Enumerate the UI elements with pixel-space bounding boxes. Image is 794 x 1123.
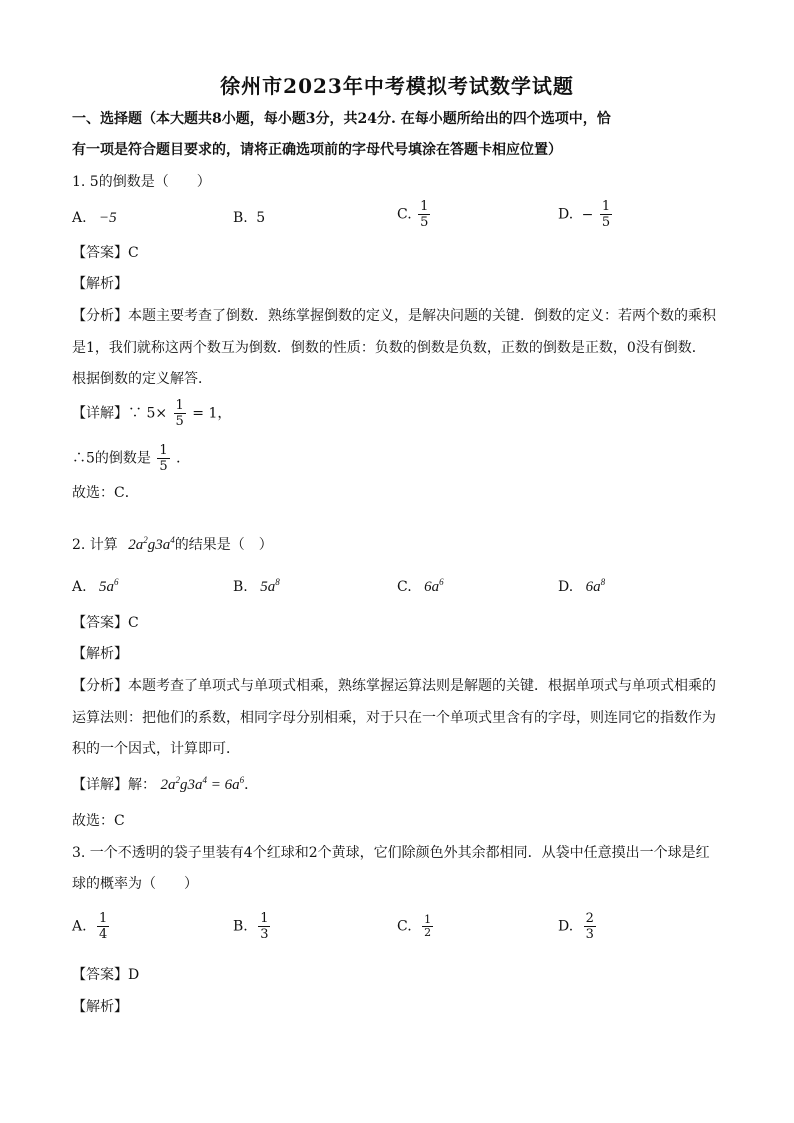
q2-option-c xyxy=(397,578,444,596)
q1-option-b-label: B. xyxy=(233,210,248,226)
q1-analysis-line-1: 【分析】本题主要考查了倒数．熟练掌握倒数的定义，是解决问题的关键．倒数的定义：若两个数的乘积 xyxy=(72,308,716,324)
q3-option-d-label: D. xyxy=(558,918,574,935)
q2-option-b xyxy=(233,578,280,596)
q1-therefore-prefix: ∴5的倒数是 xyxy=(72,450,151,467)
q1-detail-suffix: = 1， xyxy=(192,405,232,422)
q2-option-d-coef: 6a xyxy=(585,579,601,595)
q2-detail xyxy=(72,776,258,794)
q1-stem: 1. 5的倒数是（ ） xyxy=(72,174,211,190)
q1-detail xyxy=(72,398,231,429)
q2-option-a-label: A. xyxy=(72,579,87,595)
q2-option-c-value xyxy=(424,579,444,595)
q1-option-a xyxy=(72,209,117,227)
q1-therefore-suffix: ． xyxy=(176,450,191,467)
q1-option-d xyxy=(558,199,614,230)
q3-option-c-fraction xyxy=(422,914,433,939)
q3-option-a-label: A. xyxy=(72,918,87,935)
q1-option-b-value: 5 xyxy=(256,210,266,226)
q2-option-a-value xyxy=(99,579,119,595)
q1-option-d-label: D. xyxy=(558,206,574,223)
q2-option-b-label: B. xyxy=(233,579,248,595)
q1-analysis-heading: 【解析】 xyxy=(72,276,128,292)
q2-option-b-coef: 5a xyxy=(260,579,276,595)
q3-option-d xyxy=(558,911,598,942)
q2-analysis-line-1: 【分析】本题考查了单项式与单项式相乘，熟练掌握运算法则是解题的关键．根据单项式与单项式相乘的 xyxy=(72,678,716,694)
q1-option-b xyxy=(233,209,265,227)
q1-option-c-label: C. xyxy=(397,206,412,223)
q1-option-c-fraction xyxy=(418,199,430,230)
q3-option-d-fraction xyxy=(584,911,596,942)
fraction-numerator: 1 xyxy=(175,398,184,413)
q2-expression xyxy=(128,537,175,553)
q1-therefore xyxy=(72,443,190,474)
q2-analysis-line-3: 积的一个因式，计算即可． xyxy=(72,741,240,757)
q1-detail-prefix: 【详解】∵ 5× xyxy=(72,405,168,422)
q2-answer: 【答案】C xyxy=(72,615,139,631)
section-instructions-line-2: 有一项是符合题目要求的，请将正确选项前的字母代号填涂在答题卡相应位置） xyxy=(72,142,562,158)
q2-option-c-label: C. xyxy=(397,579,412,595)
q2-stem xyxy=(72,536,273,554)
fraction-numerator: 2 xyxy=(585,911,594,926)
q2-stem-suffix: 的结果是（ ） xyxy=(174,537,273,553)
q2-option-d xyxy=(558,578,605,596)
fraction-numerator: 1 xyxy=(420,199,429,214)
fraction-denominator: 5 xyxy=(159,459,168,474)
q3-option-a xyxy=(72,911,111,942)
q2-expr-exp-b: 4 xyxy=(170,535,175,545)
q3-option-b xyxy=(233,911,272,942)
q1-answer: 【答案】C xyxy=(72,245,139,261)
q1-analysis-line-3: 根据倒数的定义解答． xyxy=(72,371,212,387)
q1-option-d-fraction xyxy=(600,199,612,230)
q2-analysis-heading: 【解析】 xyxy=(72,646,128,662)
q2-choose: 故选：C xyxy=(72,813,125,829)
q2-detail-exp-b: 4 xyxy=(202,775,207,785)
q2-option-d-label: D. xyxy=(558,579,574,595)
q3-answer: 【答案】D xyxy=(72,967,140,983)
q2-detail-term-a: 2a xyxy=(160,777,176,793)
q2-detail-exp-a: 2 xyxy=(175,775,180,785)
q2-detail-result-exp: 6 xyxy=(239,775,245,785)
fraction-denominator: 3 xyxy=(260,927,269,942)
fraction-denominator: 2 xyxy=(424,926,432,939)
q3-analysis-heading: 【解析】 xyxy=(72,999,128,1015)
q1-detail-fraction xyxy=(174,398,186,429)
fraction-numerator: 1 xyxy=(601,199,611,214)
q2-expr-exp-a: 2 xyxy=(143,535,148,545)
q2-option-a-exp: 6 xyxy=(114,577,119,587)
q3-option-b-fraction xyxy=(258,911,270,942)
q2-option-b-value xyxy=(260,579,280,595)
q2-detail-prefix: 【详解】解： xyxy=(72,777,156,793)
fraction-denominator: 5 xyxy=(601,215,611,230)
q3-option-c xyxy=(397,914,435,939)
q1-option-c xyxy=(397,199,432,230)
q1-choose: 故选：C． xyxy=(72,485,139,501)
q3-stem-line-2: 球的概率为（ ） xyxy=(72,876,198,892)
q2-option-a-coef: 5a xyxy=(99,579,115,595)
q1-option-d-sign: − xyxy=(581,206,594,223)
page-title: 徐州市2023年中考模拟考试数学试题 xyxy=(220,74,574,98)
fraction-denominator: 4 xyxy=(99,927,108,942)
q2-stem-prefix: 2. 计算 xyxy=(72,537,118,553)
q1-option-a-label: A. xyxy=(72,210,87,226)
q2-option-d-value xyxy=(586,579,606,595)
fraction-numerator: 1 xyxy=(260,911,269,926)
q2-option-a xyxy=(72,578,119,596)
fraction-denominator: 5 xyxy=(175,414,184,429)
q2-detail-end: ． xyxy=(244,777,259,793)
fraction-numerator: 1 xyxy=(159,443,168,458)
q1-option-a-value: −5 xyxy=(99,210,117,226)
fraction-denominator: 5 xyxy=(420,215,429,230)
section-instructions-line-1: 一、选择题（本大题共8小题，每小题3分，共24分. 在每小题所给出的四个选项中，恰 xyxy=(72,111,611,127)
fraction-numerator: 1 xyxy=(424,913,432,926)
q2-expr-middle: g3a xyxy=(147,537,171,553)
q2-detail-middle: g3a xyxy=(179,777,203,793)
q3-stem-line-1: 3. 一个不透明的袋子里装有4个红球和2个黄球，它们除颜色外其余都相同．从袋中任意摸出一个球是红 xyxy=(72,845,710,861)
q2-option-d-exp: 8 xyxy=(600,577,606,587)
q2-detail-equals: = 6a xyxy=(206,777,240,793)
q2-expr-term-a: 2a xyxy=(128,537,144,553)
fraction-numerator: 1 xyxy=(99,911,108,926)
q1-analysis-line-2: 是1，我们就称这两个数互为倒数．倒数的性质：负数的倒数是负数，正数的倒数是正数，0没有倒数． xyxy=(72,340,706,356)
q1-therefore-fraction xyxy=(157,443,169,474)
q2-option-c-coef: 6a xyxy=(424,579,440,595)
fraction-denominator: 3 xyxy=(585,927,594,942)
q2-option-c-exp: 6 xyxy=(439,577,444,587)
q3-option-c-label: C. xyxy=(397,918,412,935)
q2-detail-expression xyxy=(160,777,244,793)
q3-option-b-label: B. xyxy=(233,918,248,935)
q3-option-a-fraction xyxy=(97,911,109,942)
q2-option-b-exp: 8 xyxy=(275,577,280,587)
q2-analysis-line-2: 运算法则：把他们的系数，相同字母分别相乘，对于只在一个单项式里含有的字母，则连同它的指数作为 xyxy=(72,710,716,726)
